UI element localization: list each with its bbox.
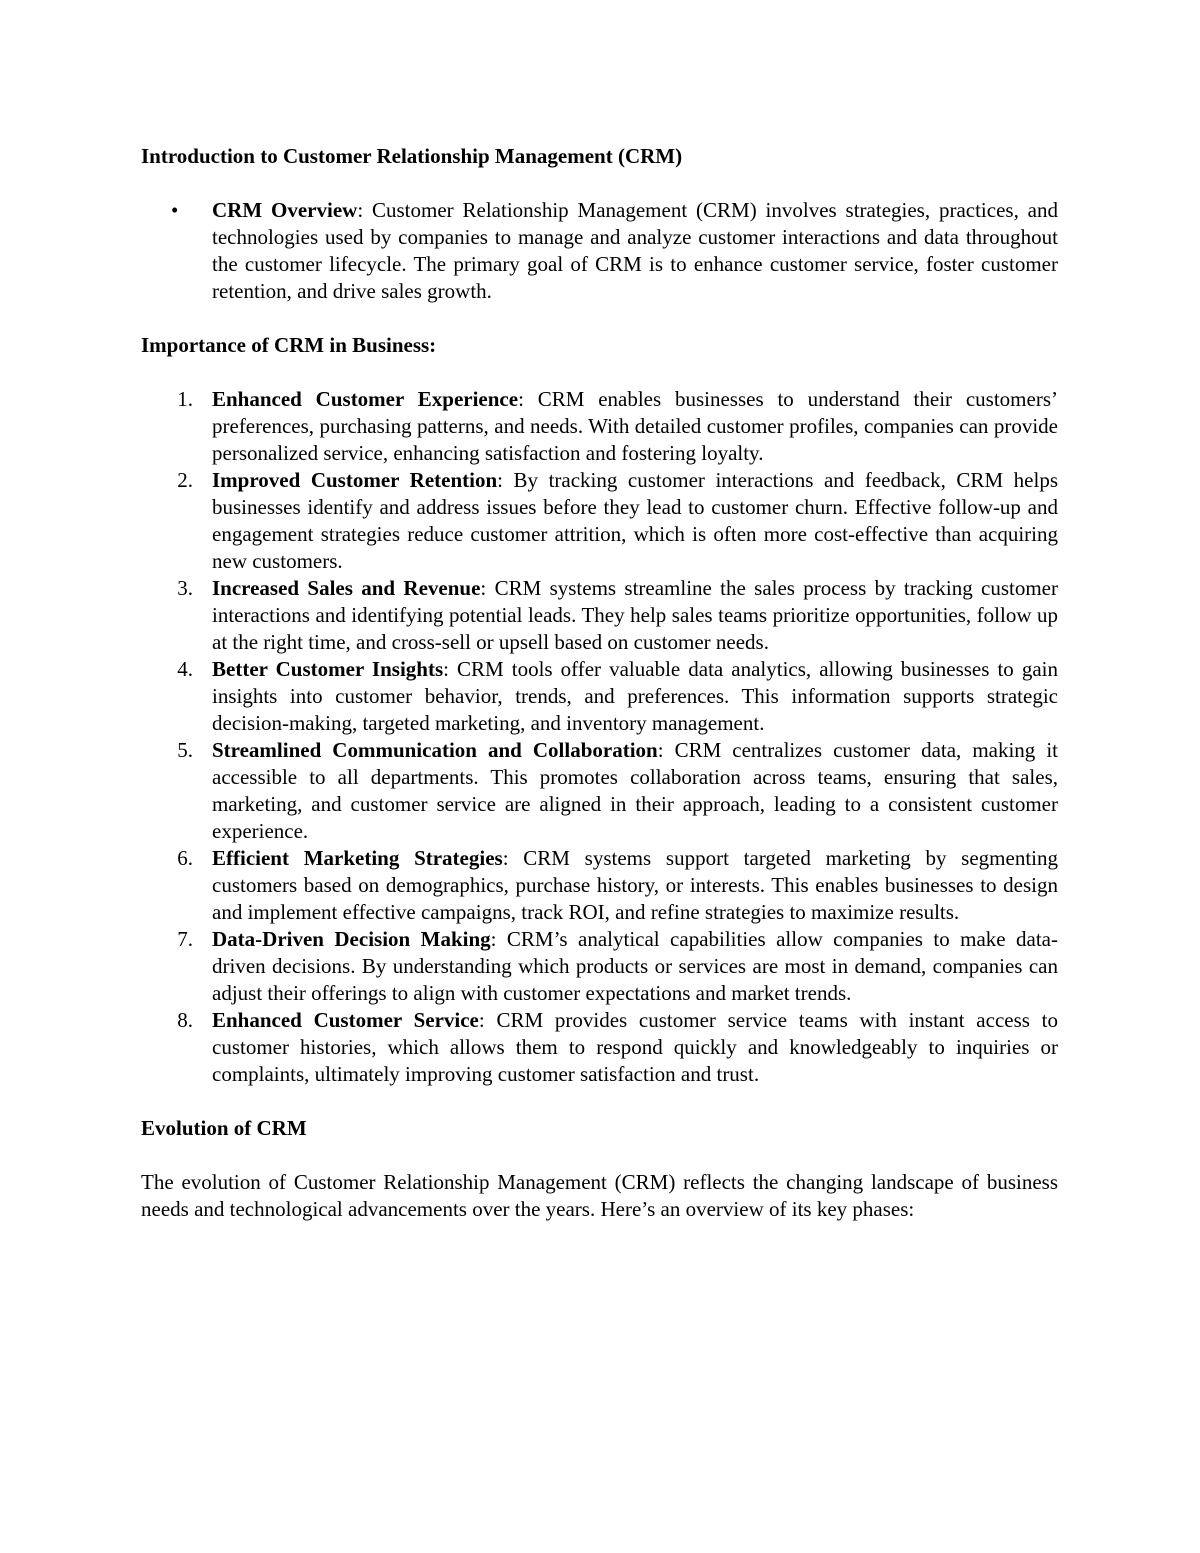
section-heading-importance: Importance of CRM in Business:: [141, 333, 437, 357]
list-number: 5.: [177, 738, 193, 762]
list-item-text: : CRM’s analytical capabilities allow companies to make data-driven decisions. By understanding which products or services are most in demand, companies can adjust their offerings to align with customer expectations and market trends.: [212, 927, 1058, 1005]
section-heading-introduction: Introduction to Customer Relationship Management (CRM): [141, 144, 683, 168]
list-number: 2.: [177, 468, 193, 492]
list-item: [141, 197, 1058, 305]
section-heading-evolution: Evolution of CRM: [141, 1116, 307, 1140]
list-item: [141, 467, 1058, 575]
list-item-term: Data-Driven Decision Making: [212, 927, 491, 951]
list-item-text: : Customer Relationship Management (CRM) involves strategies, practices, and technologies used by companies to manage and analyze customer interactions and data throughout the customer lifecycle. The primary goal of CRM is to enhance customer service, foster customer retention, and drive sales growth.: [212, 198, 1059, 303]
list-item-text: : CRM centralizes customer data, making it accessible to all departments. This promotes collaboration across teams, ensuring that sales, marketing, and customer service are aligned in their approach, leading to a consistent customer experience.: [212, 738, 1058, 843]
list-item-term: Efficient Marketing Strategies: [212, 846, 503, 870]
list-number: 6.: [177, 846, 193, 870]
evolution-paragraph: The evolution of Customer Relationship Management (CRM) reflects the changing landscape of business needs and technological advancements over the years. Here’s an overview of its key phases:: [141, 1170, 1058, 1221]
list-item: [141, 1007, 1058, 1088]
list-item-term: Better Customer Insights: [212, 657, 444, 681]
bullet-marker: •: [171, 198, 179, 222]
list-item-term: Streamlined Communication and Collaboration: [212, 738, 658, 762]
importance-numbered-list: [141, 386, 1058, 1088]
list-item-term: CRM Overview: [212, 198, 358, 222]
list-item: [141, 656, 1058, 737]
list-item-text: : CRM provides customer service teams with instant access to customer histories, which allows them to respond quickly and knowledgeably to inquiries or complaints, ultimately improving customer satisfaction and trust.: [212, 1008, 1058, 1086]
list-number: 4.: [177, 657, 193, 681]
list-item-term: Improved Customer Retention: [212, 468, 498, 492]
list-item: [141, 386, 1058, 467]
list-item-term: Increased Sales and Revenue: [212, 576, 481, 600]
list-number: 1.: [177, 387, 193, 411]
overview-bullet-list: [141, 197, 1058, 305]
list-item-text: : CRM enables businesses to understand their customers’ preferences, purchasing patterns, and needs. With detailed customer profiles, companies can provide personalized service, enhancing satisfaction and fostering loyalty.: [212, 387, 1058, 465]
list-item: [141, 845, 1058, 926]
list-number: 3.: [177, 576, 193, 600]
list-item-text: : CRM tools offer valuable data analytics, allowing businesses to gain insights into customer behavior, trends, and preferences. This information supports strategic decision-making, targeted marketing, and inventory management.: [212, 657, 1058, 735]
list-item: [141, 926, 1058, 1007]
list-item: [141, 575, 1058, 656]
list-item-term: Enhanced Customer Service: [212, 1008, 479, 1032]
list-number: 7.: [177, 927, 193, 951]
list-item: [141, 737, 1058, 845]
list-item-text: : CRM systems streamline the sales process by tracking customer interactions and identifying potential leads. They help sales teams prioritize opportunities, follow up at the right time, and cross-sell or upsell based on customer needs.: [212, 576, 1058, 654]
list-item-text: : CRM systems support targeted marketing by segmenting customers based on demographics, purchase history, or interests. This enables businesses to design and implement effective campaigns, track ROI, and refine strategies to maximize results.: [212, 846, 1059, 924]
document-page: [141, 143, 1058, 1223]
list-item-text: : By tracking customer interactions and feedback, CRM helps businesses identify and address issues before they lead to customer churn. Effective follow-up and engagement strategies reduce customer attrition, which is often more cost-effective than acquiring new customers.: [212, 468, 1058, 573]
list-number: 8.: [177, 1008, 193, 1032]
list-item-term: Enhanced Customer Experience: [212, 387, 519, 411]
